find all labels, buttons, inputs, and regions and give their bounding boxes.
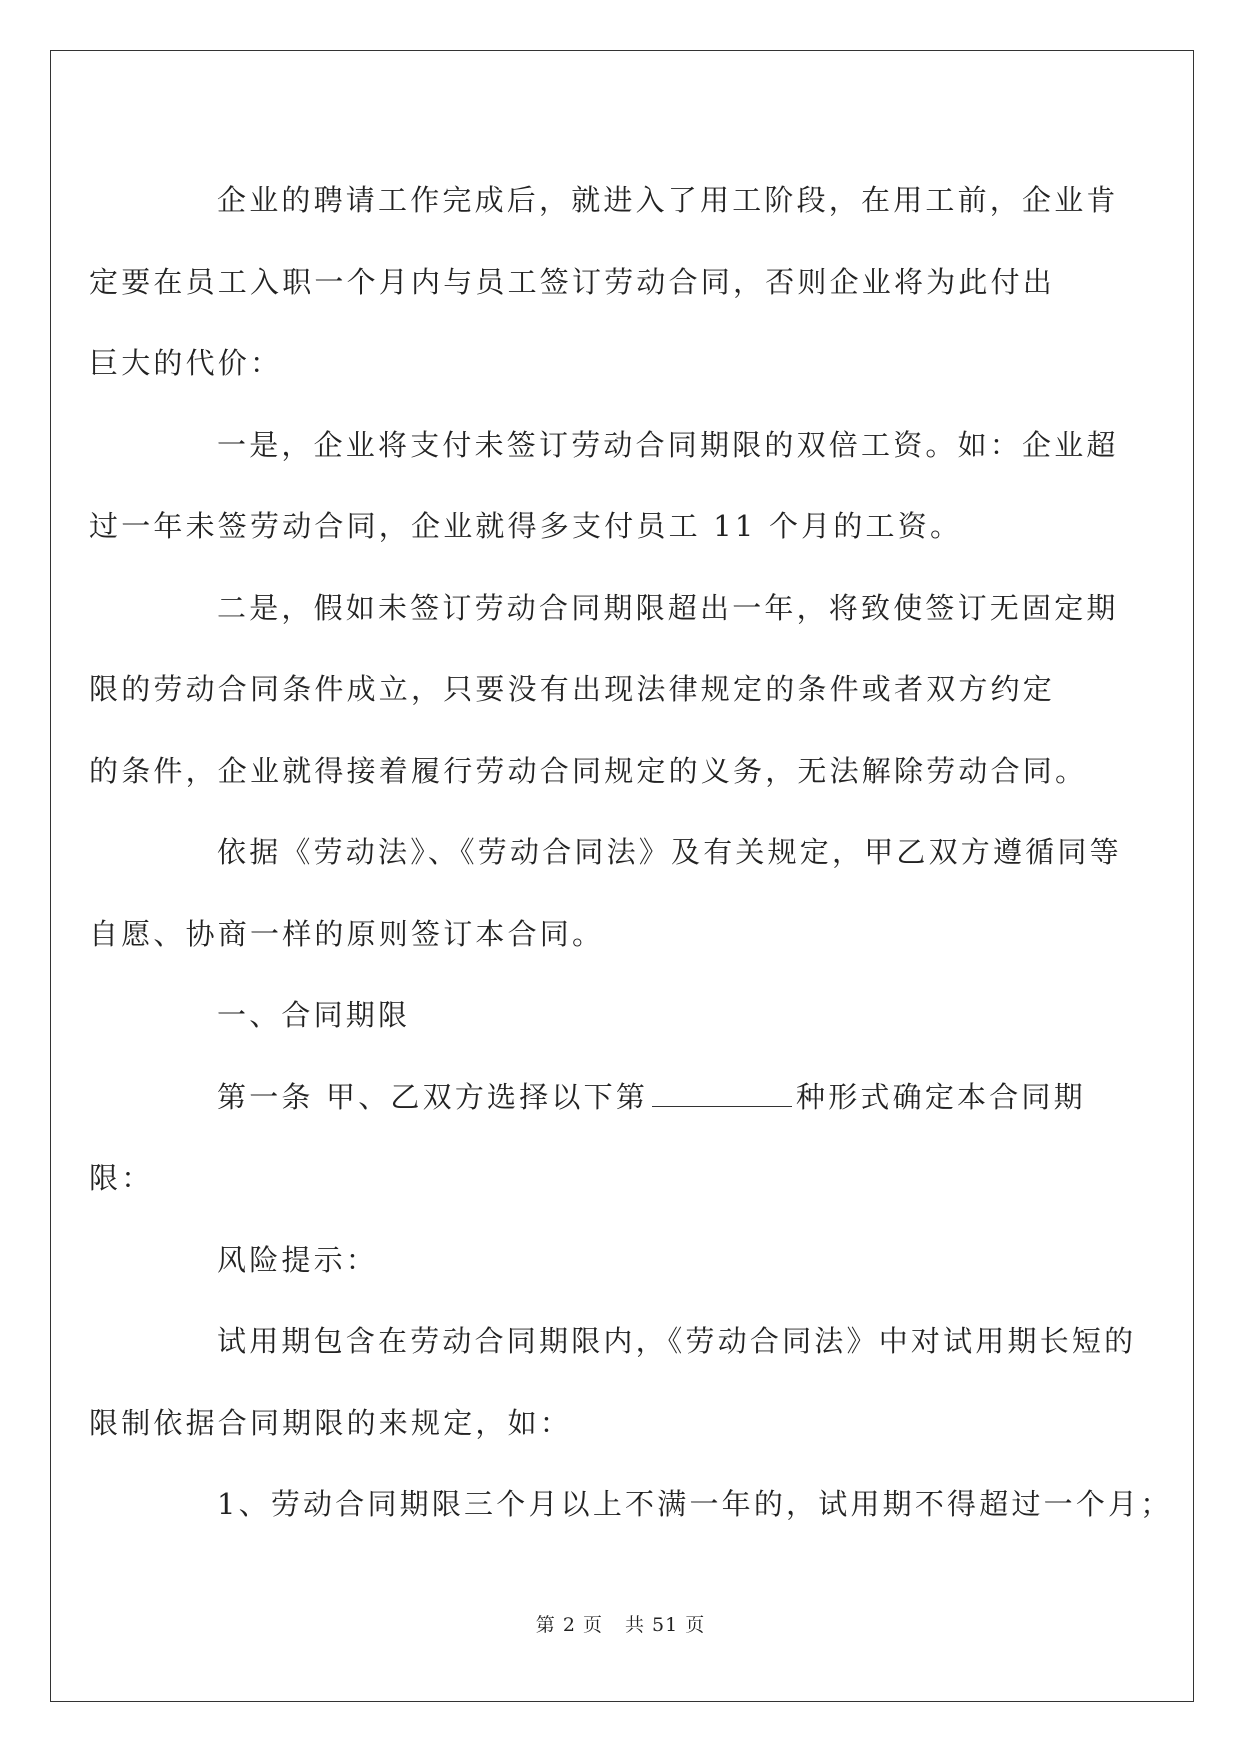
- text-line: 过一年未签劳动合同，企业就得多支付员工 11 个月的工资。: [89, 509, 963, 543]
- paragraph-point-two: [89, 568, 1119, 813]
- heading-text: 一、合同期限: [217, 998, 411, 1032]
- text-line: 依据《劳动法》、《劳动合同法》及有关规定，甲乙双方遵循同等: [217, 835, 1122, 869]
- text-line: 企业的聘请工作完成后，就进入了用工阶段，在用工前，企业肯: [217, 183, 1119, 217]
- text-line: 限的劳动合同条件成立，只要没有出现法律规定的条件或者双方约定: [89, 672, 1056, 706]
- text-line: 限制依据合同期限的来规定，如：: [89, 1405, 573, 1440]
- text-line: 1、劳动合同期限三个月以上不满一年的，试用期不得超过一个月；: [217, 1487, 1173, 1521]
- text-line: 定要在员工入职一个月内与员工签订劳动合同，否则企业将为此付出: [89, 264, 1056, 299]
- paragraph-risk-body: [89, 1301, 1137, 1464]
- fill-in-blank[interactable]: [652, 1080, 792, 1107]
- article-one-before: 第一条 甲、乙双方选择以下第: [217, 1079, 649, 1114]
- page-number-total: 共 51 页: [624, 1614, 706, 1636]
- article-one-after: 种形式确定本合同期: [796, 1079, 1086, 1114]
- text-line: 的条件，企业就得接着履行劳动合同规定的义务，无法解除劳动合同。: [89, 753, 1088, 788]
- paragraph-point-one: [89, 405, 1119, 568]
- paragraph-basis: [89, 812, 1122, 975]
- text-line: 二是，假如未签订劳动合同期限超出一年，将致使签订无固定期: [217, 590, 1119, 625]
- article-one-line: [153, 1057, 1093, 1139]
- page-number-current: 第 2 页: [535, 1614, 603, 1636]
- document-body: [89, 160, 1173, 1546]
- paragraph-intro: [89, 160, 1119, 405]
- text-line: 风险提示：: [217, 1242, 379, 1277]
- text-line: 巨大的代价：: [89, 346, 283, 380]
- risk-title: [153, 1220, 1093, 1302]
- article-one: [89, 1057, 1093, 1220]
- text-line: 自愿、协商一样的原则签订本合同。: [89, 916, 605, 951]
- page-footer: [0, 1610, 1241, 1637]
- section-heading: [153, 975, 1093, 1057]
- list-item-1: [153, 1464, 1173, 1546]
- text-line: 试用期包含在劳动合同期限内，《劳动合同法》中对试用期长短的: [217, 1324, 1137, 1358]
- text-line: 限：: [89, 1161, 154, 1195]
- text-line: 一是，企业将支付未签订劳动合同期限的双倍工资。如：企业超: [217, 427, 1119, 462]
